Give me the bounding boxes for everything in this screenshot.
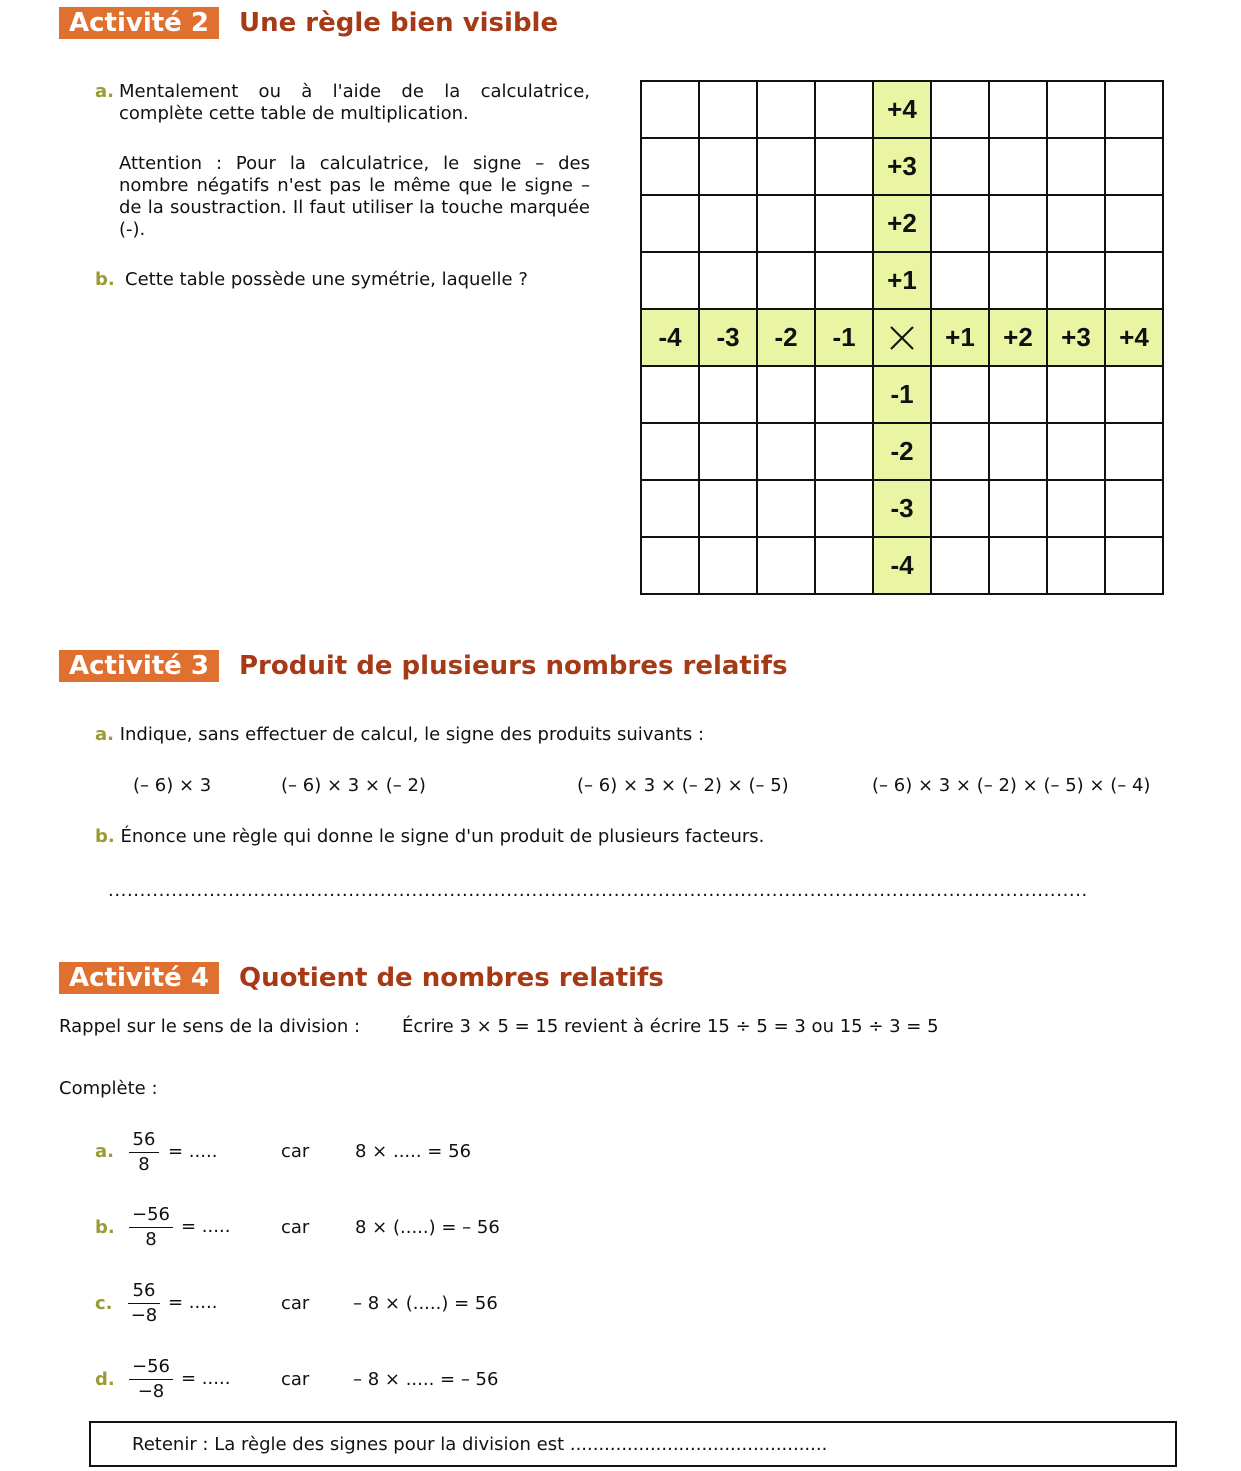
fraction <box>128 1280 160 1327</box>
table-cell[interactable] <box>757 195 815 252</box>
table-cell[interactable] <box>699 81 757 138</box>
table-cell[interactable] <box>1105 423 1163 480</box>
table-cell[interactable] <box>699 195 757 252</box>
table-cell[interactable] <box>1047 423 1105 480</box>
table-cell[interactable] <box>989 537 1047 594</box>
activity-3-badge: Activité 3 <box>59 650 219 682</box>
answer-dotted-line[interactable]: ........................................................................................................................................................... <box>108 880 1088 901</box>
answer-blank[interactable]: = ..... <box>168 1141 218 1162</box>
table-row <box>641 195 1163 252</box>
product-expression: (– 6) × 3 × (– 2) × (– 5) × (– 4) <box>872 775 1151 796</box>
table-cell[interactable] <box>641 366 699 423</box>
row-header-cell: +1 <box>931 309 989 366</box>
answer-blank[interactable]: = ..... <box>181 1216 231 1237</box>
table-cell[interactable] <box>1105 252 1163 309</box>
table-cell[interactable] <box>757 252 815 309</box>
activity-3-title: Produit de plusieurs nombres relatifs <box>239 651 788 681</box>
retenir-text: Retenir : La règle des signes pour la division est ............................................. <box>132 1434 828 1455</box>
table-cell[interactable] <box>699 366 757 423</box>
table-cell[interactable] <box>1105 537 1163 594</box>
table-row <box>641 423 1163 480</box>
table-cell[interactable] <box>757 480 815 537</box>
question-a-text: Mentalement ou à l'aide de la calculatrice, complète cette table de multiplication. <box>119 81 590 124</box>
fraction <box>129 1129 159 1176</box>
table-cell[interactable] <box>641 423 699 480</box>
header-row <box>641 309 1163 366</box>
retenir-box <box>89 1421 1177 1467</box>
rappel-label: Rappel sur le sens de la division : <box>59 1016 361 1037</box>
table-row <box>641 138 1163 195</box>
activity-3-question-a <box>95 724 704 746</box>
activity-4-badge: Activité 4 <box>59 962 219 994</box>
question-b-label: b. <box>95 269 115 290</box>
table-cell[interactable] <box>641 138 699 195</box>
product-expression: (– 6) × 3 × (– 2) × (– 5) <box>577 775 789 796</box>
table-cell[interactable] <box>757 423 815 480</box>
table-row <box>641 366 1163 423</box>
table-cell[interactable] <box>815 423 873 480</box>
row-header-cell: +4 <box>1105 309 1163 366</box>
question-b-label: b. <box>95 826 115 847</box>
table-cell[interactable] <box>931 138 989 195</box>
table-cell[interactable] <box>931 537 989 594</box>
fraction-denominator: −8 <box>130 1305 158 1326</box>
table-cell[interactable] <box>989 138 1047 195</box>
col-header-cell: -3 <box>873 480 931 537</box>
col-header-cell: +2 <box>873 195 931 252</box>
table-cell[interactable] <box>931 423 989 480</box>
table-cell[interactable] <box>699 423 757 480</box>
activity-2-question-a <box>95 81 590 291</box>
fraction-numerator: −56 <box>129 1356 173 1380</box>
question-b-text: Énonce une règle qui donne le signe d'un produit de plusieurs facteurs. <box>120 826 765 847</box>
table-cell[interactable] <box>1047 252 1105 309</box>
table-cell[interactable] <box>815 480 873 537</box>
attention-note: Attention : Pour la calculatrice, le signe – des nombre négatifs n'est pas le même que le signe – de la soustraction. Il faut utiliser la touche marquée (-). <box>119 153 590 240</box>
corner-cell <box>873 309 931 366</box>
table-cell[interactable] <box>1105 81 1163 138</box>
table-cell[interactable] <box>1047 537 1105 594</box>
table-cell[interactable] <box>989 480 1047 537</box>
table-cell[interactable] <box>757 138 815 195</box>
table-cell[interactable] <box>1047 138 1105 195</box>
table-cell[interactable] <box>931 252 989 309</box>
row-header-cell: -4 <box>641 309 699 366</box>
check-equation: – 8 × ..... = – 56 <box>353 1369 499 1390</box>
row-header-cell: +2 <box>989 309 1047 366</box>
table-cell[interactable] <box>699 480 757 537</box>
table-cell[interactable] <box>641 252 699 309</box>
table-cell[interactable] <box>815 537 873 594</box>
col-header-cell: -4 <box>873 537 931 594</box>
complete-instruction: Complète : <box>59 1078 158 1099</box>
table-row <box>641 81 1163 138</box>
row-header-cell: -2 <box>757 309 815 366</box>
check-equation: 8 × ..... = 56 <box>355 1141 472 1162</box>
check-equation: 8 × (.....) = – 56 <box>355 1217 500 1238</box>
table-cell[interactable] <box>1047 366 1105 423</box>
table-cell[interactable] <box>1105 480 1163 537</box>
col-header-cell: +1 <box>873 252 931 309</box>
fraction-numerator: −56 <box>129 1204 173 1228</box>
fraction <box>129 1356 173 1403</box>
table-cell[interactable] <box>757 81 815 138</box>
car-word: car <box>281 1141 310 1162</box>
table-cell[interactable] <box>989 252 1047 309</box>
col-header-cell: +3 <box>873 138 931 195</box>
col-header-cell: -2 <box>873 423 931 480</box>
answer-blank[interactable]: = ..... <box>181 1368 231 1389</box>
activity-2-title: Une règle bien visible <box>239 8 559 38</box>
item-label: c. <box>95 1293 113 1314</box>
rappel-text: Écrire 3 × 5 = 15 revient à écrire 15 ÷ 5 = 3 ou 15 ÷ 3 = 5 <box>402 1016 939 1037</box>
table-cell[interactable] <box>1047 81 1105 138</box>
question-a-text: Indique, sans effectuer de calcul, le signe des produits suivants : <box>119 724 705 745</box>
fraction-denominator: 8 <box>138 1154 150 1175</box>
col-header-cell: +4 <box>873 81 931 138</box>
table-cell[interactable] <box>931 366 989 423</box>
multiplication-table <box>640 80 1164 595</box>
table-cell[interactable] <box>931 480 989 537</box>
table-cell[interactable] <box>699 138 757 195</box>
row-header-cell: -1 <box>815 309 873 366</box>
table-row <box>641 537 1163 594</box>
table-cell[interactable] <box>757 537 815 594</box>
table-cell[interactable] <box>1047 195 1105 252</box>
table-cell[interactable] <box>1047 480 1105 537</box>
fraction-denominator: −8 <box>137 1381 165 1402</box>
col-header-cell: -1 <box>873 366 931 423</box>
table-cell[interactable] <box>815 252 873 309</box>
item-label: d. <box>95 1369 115 1390</box>
table-cell[interactable] <box>641 537 699 594</box>
table-cell[interactable] <box>989 423 1047 480</box>
fraction-numerator: 56 <box>128 1280 160 1304</box>
fraction-denominator: 8 <box>145 1229 157 1250</box>
item-label: b. <box>95 1217 115 1238</box>
table-cell[interactable] <box>1105 366 1163 423</box>
table-cell[interactable] <box>931 195 989 252</box>
table-cell[interactable] <box>989 366 1047 423</box>
activity-4-title: Quotient de nombres relatifs <box>239 963 664 993</box>
product-expression: (– 6) × 3 <box>133 775 212 796</box>
activity-3-question-b <box>95 826 764 848</box>
fraction <box>129 1204 173 1251</box>
car-word: car <box>281 1217 310 1238</box>
row-header-cell: +3 <box>1047 309 1105 366</box>
table-cell[interactable] <box>757 366 815 423</box>
item-label: a. <box>95 1141 114 1162</box>
table-cell[interactable] <box>641 195 699 252</box>
check-equation: – 8 × (.....) = 56 <box>353 1293 498 1314</box>
question-a-label: a. <box>95 724 114 745</box>
table-row <box>641 480 1163 537</box>
car-word: car <box>281 1293 310 1314</box>
answer-blank[interactable]: = ..... <box>168 1292 218 1313</box>
table-cell[interactable] <box>641 480 699 537</box>
row-header-cell: -3 <box>699 309 757 366</box>
table-cell[interactable] <box>931 81 989 138</box>
table-cell[interactable] <box>699 537 757 594</box>
table-cell[interactable] <box>989 195 1047 252</box>
table-cell[interactable] <box>815 195 873 252</box>
table-cell[interactable] <box>815 366 873 423</box>
car-word: car <box>281 1369 310 1390</box>
table-cell[interactable] <box>815 81 873 138</box>
fraction-numerator: 56 <box>129 1129 159 1153</box>
table-cell[interactable] <box>699 252 757 309</box>
table-cell[interactable] <box>989 81 1047 138</box>
activity-2-badge: Activité 2 <box>59 7 219 39</box>
question-a-label: a. <box>95 81 114 102</box>
multiply-icon <box>889 325 915 351</box>
product-expression: (– 6) × 3 × (– 2) <box>281 775 426 796</box>
table-cell[interactable] <box>1105 138 1163 195</box>
table-row <box>641 252 1163 309</box>
table-cell[interactable] <box>641 81 699 138</box>
question-b-text: Cette table possède une symétrie, laquelle ? <box>125 269 528 290</box>
table-cell[interactable] <box>1105 195 1163 252</box>
table-cell[interactable] <box>815 138 873 195</box>
